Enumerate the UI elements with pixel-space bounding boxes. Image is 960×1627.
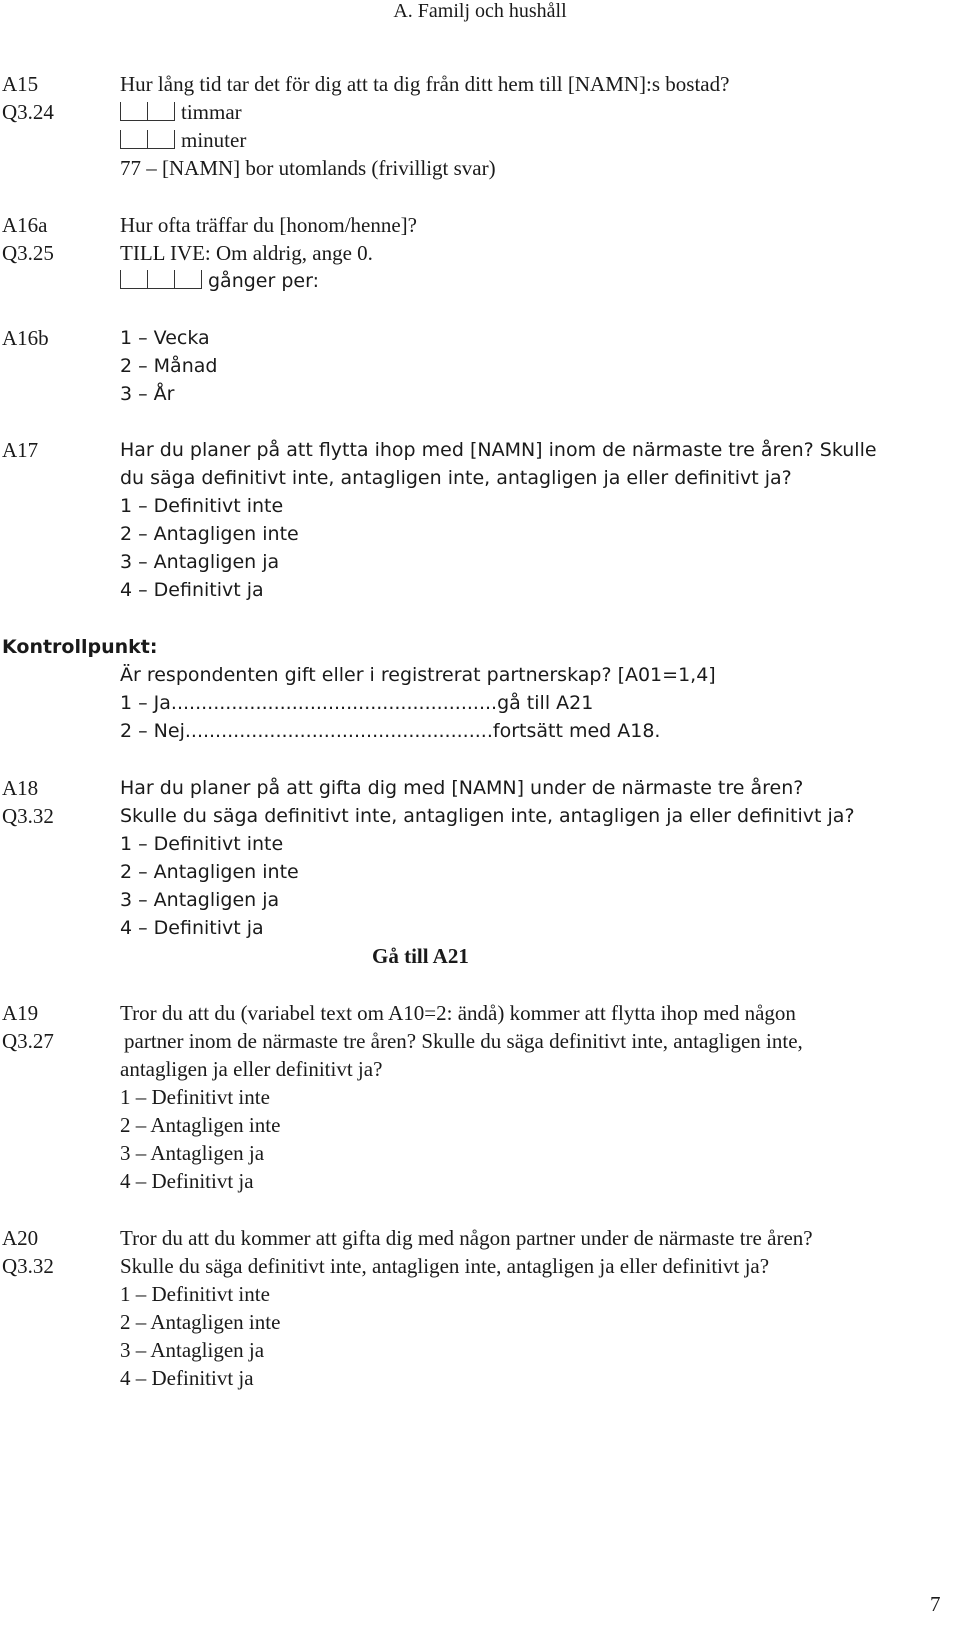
question-code-a18: Q3.32 [2,804,54,828]
question-text-a19-line3: antagligen ja eller definitivt ja? [120,1057,383,1081]
option-item: 2 – Månad [120,355,218,377]
checkpoint-option-yes [120,689,593,717]
question-label-a18: A18 [2,776,39,800]
digit-box [120,102,147,121]
question-text-a20-line1: Tror du att du kommer att gifta dig med någon partner under de närmaste tre åren? [120,1226,813,1250]
question-text-a17-line2: du säga definitivt inte, antagligen inte, antagligen ja eller definitivt ja? [120,467,792,489]
question-text-a18-line1: Har du planer på att gifta dig med [NAMN] under de närmaste tre åren? [120,777,804,799]
option-item: 1 – Definitivt inte [120,495,284,517]
question-text-a17-line1: Har du planer på att flytta ihop med [NAMN] inom de närmaste tre åren? Skulle [120,439,877,461]
digit-box [120,270,147,289]
question-text-a15: Hur lång tid tar det för dig att ta dig från ditt hem till [NAMN]:s bostad? [120,72,730,96]
option-item: 2 – Antagligen inte [120,1113,281,1137]
option-item: 3 – Antagligen ja [120,1338,265,1362]
digit-box [174,270,202,289]
checkpoint-option-no [120,717,660,745]
question-label-a19: A19 [2,1001,39,1025]
digit-box [147,102,175,121]
question-label-a17: A17 [2,438,39,462]
option-item: 1 – Vecka [120,327,210,349]
option-item: 2 – Antagligen inte [120,1310,281,1334]
option-item: 2 – Antagligen inte [120,523,299,545]
dot-leader: ................................................... [184,720,493,742]
digit-box [147,130,175,149]
minutes-answer-field [120,126,246,154]
question-text-a16a: Hur ofta träffar du [honom/henne]? [120,213,417,237]
option-item: 3 – Antagligen ja [120,1141,265,1165]
question-label-a16b: A16b [2,326,49,350]
option-item: 4 – Definitivt ja [120,1366,254,1390]
question-code-a15: Q3.24 [2,100,54,124]
goto-instruction: Gå till A21 [372,944,469,968]
routing-action: gå till A21 [497,692,594,714]
digit-box [147,270,174,289]
checkpoint-title: Kontrollpunkt: [2,636,158,658]
unit-hours: timmar [181,100,242,124]
dot-leader: ...................................................... [170,692,498,714]
option-item: 4 – Definitivt ja [120,1169,254,1193]
page-number: 7 [930,1592,941,1616]
option-item: 3 – År [120,383,175,405]
option-item: 4 – Definitivt ja [120,579,264,601]
page-header: A. Familj och hushåll [393,0,567,22]
digit-box [120,130,147,149]
question-text-a19-line2: partner inom de närmaste tre åren? Skulle du säga definitivt inte, antagligen inte, [124,1029,803,1053]
question-text-a19-line1: Tror du att du (variabel text om A10=2: ändå) kommer att flytta ihop med någon [120,1001,796,1025]
routing-action: fortsätt med A18. [492,720,661,742]
option-label: 2 – Nej [120,720,185,742]
question-label-a15: A15 [2,72,39,96]
question-text-a20-line2: Skulle du säga definitivt inte, antagligen inte, antagligen ja eller definitivt ja? [120,1254,770,1278]
option-item: 1 – Definitivt inte [120,1282,270,1306]
option-item: 3 – Antagligen ja [120,551,280,573]
question-text-a18-line2: Skulle du säga definitivt inte, antagligen inte, antagligen ja eller definitivt ja? [120,805,855,827]
question-code-a19: Q3.27 [2,1029,54,1053]
option-item: 3 – Antagligen ja [120,889,280,911]
hours-answer-field [120,98,242,126]
option-item: 2 – Antagligen inte [120,861,299,883]
option-item: 1 – Definitivt inte [120,1085,270,1109]
unit-times-per: gånger per: [208,270,319,292]
times-answer-field [120,267,319,295]
question-code-a20: Q3.32 [2,1254,54,1278]
unit-minutes: minuter [181,128,247,152]
checkpoint-question: Är respondenten gift eller i registrerat partnerskap? [A01=1,4] [120,664,716,686]
option-abroad: 77 – [NAMN] bor utomlands (frivilligt svar) [120,156,496,180]
question-code-a16a: Q3.25 [2,241,54,265]
interviewer-instruction: TILL IVE: Om aldrig, ange 0. [120,241,373,265]
question-label-a16a: A16a [2,213,48,237]
option-label: 1 – Ja [120,692,171,714]
option-item: 4 – Definitivt ja [120,917,264,939]
question-label-a20: A20 [2,1226,39,1250]
option-item: 1 – Definitivt inte [120,833,284,855]
